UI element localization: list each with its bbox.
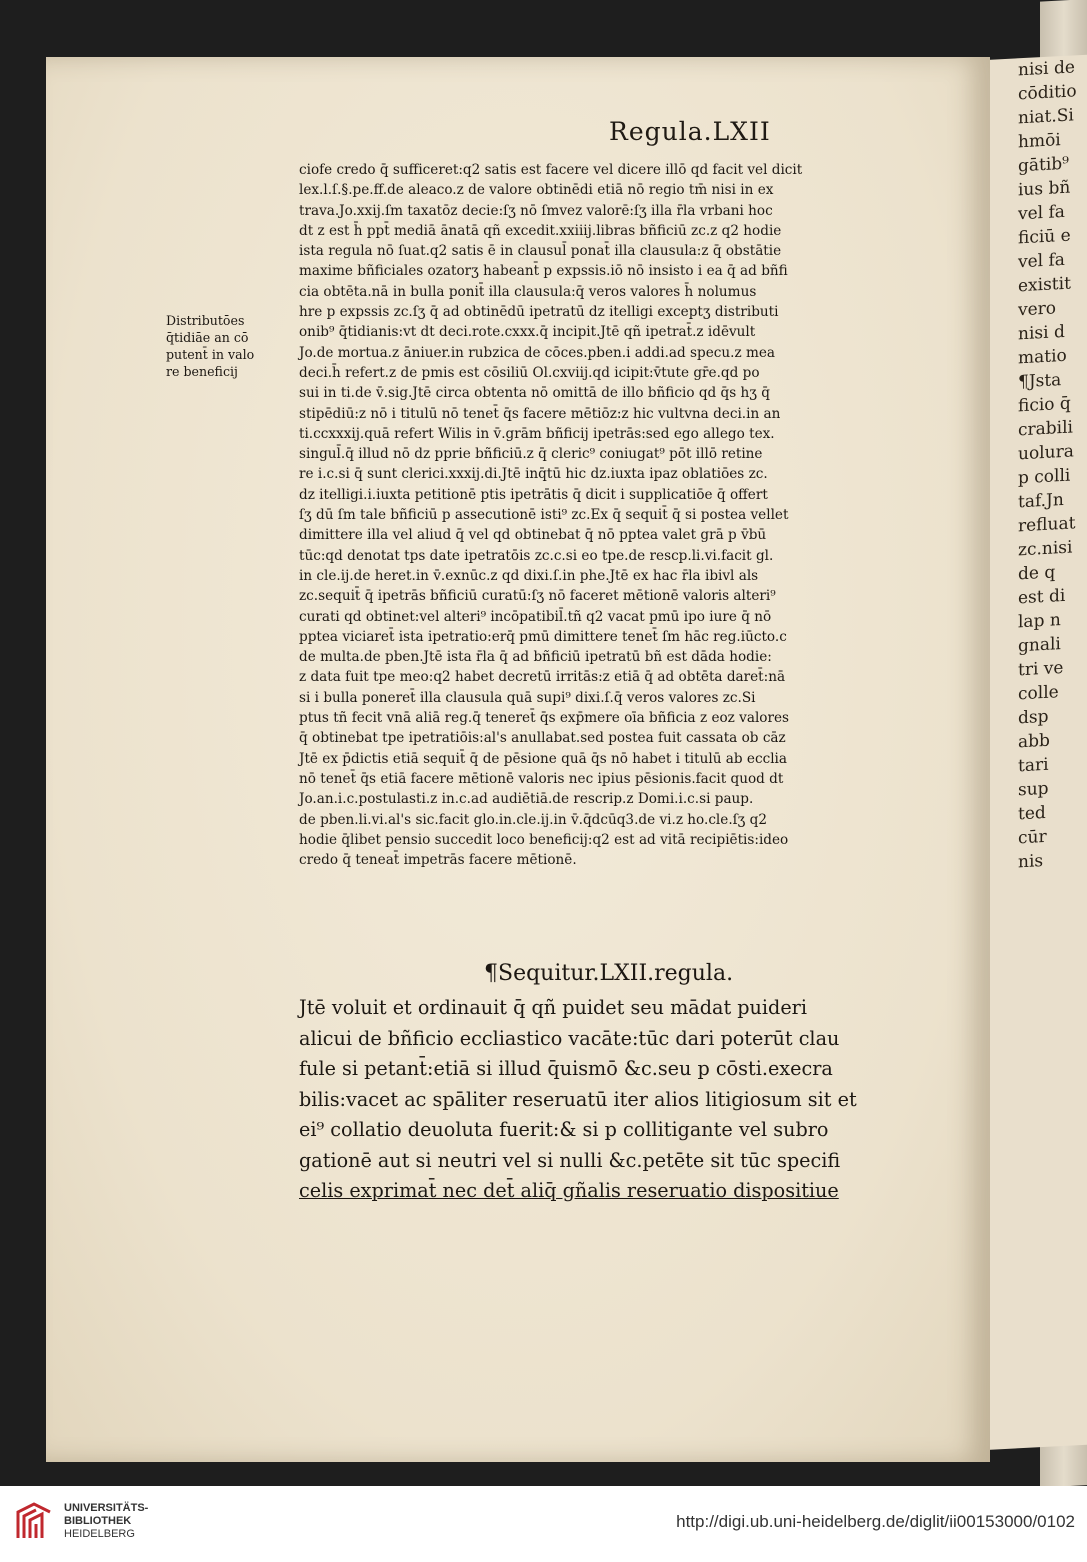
text-line: nō tenet̄ q̄s etiā facere mētionē valoris nec ipius pēsionis.facit quod dt [299, 770, 784, 787]
text-line: zc.sequit̄ q̄ ipetrās bñficiū curatū:ſʒ nō faceret mētionē valoris alteri⁹ [299, 588, 776, 605]
library-name[interactable] [64, 1502, 148, 1541]
facing-page-line: refluat [1018, 513, 1076, 537]
rule-line: fule si petant̄:etiā si illud q̄uismō &c.seu p cōsti.execra [299, 1057, 833, 1080]
text-line: curati qd obtinet:vel alteri⁹ incōpatibil̄.tñ q2 vacat pmū ipo iure q̄ nō [299, 608, 772, 625]
facing-page-line: vel fa [1018, 201, 1065, 225]
facing-page-line: ius bñ [1018, 177, 1071, 201]
running-head: Regula.LXII [609, 117, 771, 146]
facing-page-line: taf.Jn [1018, 489, 1064, 513]
library-name-line3: HEIDELBERG [64, 1528, 135, 1540]
text-line: ista regula nō ſuat.q2 satis ē in clausul̄ ponat̄ illa clausula:z q̄ obstātie [299, 243, 782, 260]
facing-page-line: ficio q̄ [1018, 393, 1071, 417]
text-line: de multa.de pben.Jtē ista r̄la q̄ ad bñficiū ipetratū bñ est dāda hodie: [299, 649, 772, 666]
facing-page-line: nisi d [1018, 321, 1065, 345]
facing-page-line: cūr [1018, 826, 1047, 849]
footer-bar [0, 1486, 1087, 1562]
text-line: cia obtēta.nā in bulla ponit̄ illa clausula:q̄ veros valores h̄ nolumus [299, 283, 757, 300]
text-line: trava.Jo.xxij.ſm taxatōz decie:ſʒ nō ſmvez valorē:ſʒ illa r̄la vrbani hoc [299, 202, 773, 219]
text-line: hodie q̄libet pensio succedit loco beneficij:q2 est ad vitā recipiētis:ideo [299, 831, 789, 848]
text-line: maxime bñficiales ozatorʒ habeant̄ p expssis.iō nō insisto i ea q̄ ad bñfi [299, 263, 788, 280]
marginal-note-line: q̄tidiāe an cō [166, 330, 249, 345]
text-line: si i bulla poneret̄ illa clausula quā supi⁹ dixi.ſ.q̄ veros valores zc.Si [299, 689, 756, 706]
text-line: z data fuit tpe meo:q2 habet decretū irritās:z etiā q̄ ad obtēta daret̄:nā [299, 669, 786, 686]
rule-line: celis exprimat̄ nec det̄ aliq̄ gñalis reseruatio dispositiue [299, 1179, 839, 1202]
rule-line: gationē aut si neutri vel si nulli &c.petēte sit tūc specifi [299, 1148, 841, 1172]
facing-page-line: abb [1018, 730, 1050, 753]
section-heading: ¶Sequitur.LXII.regula. [484, 961, 734, 986]
text-line: stipēdiū:z nō i titulū nō tenet̄ q̄s facere mētiōz:z hic vultvna deci.in an [299, 405, 781, 422]
facing-page-line: vero [1018, 298, 1057, 321]
facing-page-line: tri ve [1018, 657, 1064, 681]
facing-page-line: colle [1018, 682, 1059, 705]
facing-page-line: gnali [1018, 634, 1061, 657]
rule-text [299, 993, 939, 1207]
library-name-line2: BIBLIOTHEK [64, 1515, 132, 1527]
facing-page-line: existit [1018, 273, 1071, 297]
text-line: tūc:qd denotat tps date ipetratōis zc.c.si eo tpe.de rescp.li.vi.facit gl. [299, 547, 774, 564]
text-line: pptea viciaret̄ ista ipetratio:erq̄ pmū dimittere tenet̄ ſm hāc reg.iūcto.c [299, 628, 787, 645]
facing-page-line: sup [1018, 778, 1049, 801]
facing-page-line: de q [1018, 562, 1056, 585]
marginal-note [166, 312, 294, 380]
text-line: Jtē ex p̄dictis etiā sequit̄ q̄ de pēsione quā q̄s nō habet i titulū ab ecclia [299, 750, 787, 767]
rule-line: bilis:vacet ac spāliter reseruatū iter alios litigiosum sit et [299, 1087, 857, 1111]
facing-page-line: lap n [1018, 610, 1061, 633]
facing-page-line: uolura [1018, 441, 1074, 465]
facing-page-line: ficiū e [1018, 225, 1071, 249]
rule-line: ei⁹ collatio deuoluta fuerit:& si p collitigante vel subro [299, 1118, 829, 1141]
text-line: lex.l.ſ.§.pe.ff.de aleaco.z de valore obtinēdi etiā nō regio tm̄ nisi in ex [299, 182, 774, 199]
permalink-url[interactable]: http://digi.ub.uni-heidelberg.de/diglit/ii00153000/0102 [676, 1512, 1075, 1531]
text-line: Jo.an.i.c.postulasti.z in.c.ad audiētiā.de rescrip.z Domi.i.c.si paup. [299, 791, 754, 808]
library-logo-icon[interactable] [14, 1500, 54, 1542]
text-line: ciofe credo q̄ sufficeret:q2 satis est facere vel dicere illō qd facit vel dicit [299, 162, 803, 178]
text-line: onib⁹ q̄tidianis:vt dt deci.rote.cxxx.q̄ incipit.Jtē qñ ipetrat̄.z idēvult [299, 324, 756, 341]
facing-page-line: cōditio [1018, 81, 1077, 105]
facing-page-line: crabili [1018, 417, 1073, 441]
facing-page-line: dsp [1018, 706, 1049, 729]
rule-line: Jtē voluit et ordinauit q̄ qñ puidet seu mādat puideri [299, 996, 807, 1019]
facing-page [986, 53, 1087, 1450]
text-line: dz itelligi.i.iuxta petitionē ptis ipetrātis q̄ dicit i supplicatiōe q̄ offert [299, 486, 768, 503]
text-line: deci.h̄ refert.z de pmis est cōsiliū Ol.cxviij.qd icipit:v̄tute gr̄e.qd po [299, 364, 760, 381]
text-line: hre p expssis zc.ſʒ q̄ ad obtinēdū ipetratū dz itelligi exceptʒ distributi [299, 304, 779, 321]
facing-page-line: ted [1018, 802, 1046, 825]
text-line: ſʒ dū ſm tale bñficiū p assecutionē isti⁹ zc.Ex q̄ sequit̄ q̄ si postea vellet [299, 507, 789, 524]
text-line: dimittere illa vel aliud q̄ vel qd obtinebat q̄ nō pptea valet grā p v̄bū [299, 527, 767, 544]
marginal-note-line: putent̄ in valo [166, 347, 255, 362]
text-line: dt z est h̄ ppt̄ mediā ānatā qñ excedit.xxiiij.libras bñficiū zc.z q2 hodie [299, 222, 782, 239]
marginal-note-line: Distributōes [166, 313, 245, 328]
facing-page-line: p colli [1018, 465, 1071, 489]
text-line: in cle.ij.de heret.in v̄.exnūc.z qd dixi.ſ.in phe.Jtē ex hac r̄la ibivl als [299, 567, 759, 584]
text-line: sui in ti.de v̄.sig.Jtē circa obtenta nō omittā de illo bñficio qd q̄s hʒ q̄ [299, 385, 770, 402]
library-name-line1: UNIVERSITÄTS- [64, 1502, 149, 1514]
facing-page-line: tari [1018, 754, 1049, 777]
marginal-note-line: re beneficij [166, 364, 238, 379]
text-line: q̄ obtinebat tpe ipetratiōis:al's anullabat.sed postea fuit cassata ob cāz [299, 730, 786, 747]
facing-page-line: zc.nisi [1018, 537, 1073, 561]
facing-page-line: nisi de [1018, 57, 1075, 81]
facing-page-line: hmōi [1018, 130, 1061, 153]
text-line: ti.ccxxxij.quā refert Wilis in v̄.grām bñficij ipetrās:sed ego allego tex. [299, 425, 775, 442]
book-page [46, 57, 990, 1462]
text-line: singul̄.q̄ illud nō dz pprie bñficiū.z q̄ cleric⁹ coniugat⁹ pōt illō retine [299, 446, 763, 463]
rule-line: alicui de bñficio eccliastico vacāte:tūc dari poterūt clau [299, 1026, 840, 1050]
facing-page-line: est di [1018, 585, 1066, 609]
facing-page-line: ¶Jsta [1018, 370, 1062, 393]
text-line: ptus tñ fecit vnā aliā reg.q̄ teneret̄ q̄s exp̄mere oīa bñficia z eoz valores [299, 710, 789, 727]
text-line: Jo.de mortua.z āniuer.in rubzica de cōces.pben.i addi.ad specu.z mea [299, 344, 775, 361]
facing-page-line: matio [1018, 345, 1067, 369]
text-line: credo q̄ teneat̄ impetrās facere mētionē. [299, 852, 577, 869]
commentary-text [299, 160, 939, 870]
text-line: re i.c.si q̄ sunt clerici.xxxij.di.Jtē inq̄tū hic dz.iuxta ipaz oblatiōes zc. [299, 466, 768, 483]
facing-page-line: gātib⁹ [1018, 153, 1069, 177]
text-line: de pben.li.vi.al's sic.facit glo.in.cle.ij.in v̄.q̄dcūq3.de vi.z ho.cle.ſʒ q2 [299, 811, 768, 828]
facing-page-line: vel fa [1018, 249, 1065, 273]
facing-page-line: niat.Si [1018, 105, 1074, 129]
facing-page-line: nis [1018, 851, 1044, 873]
